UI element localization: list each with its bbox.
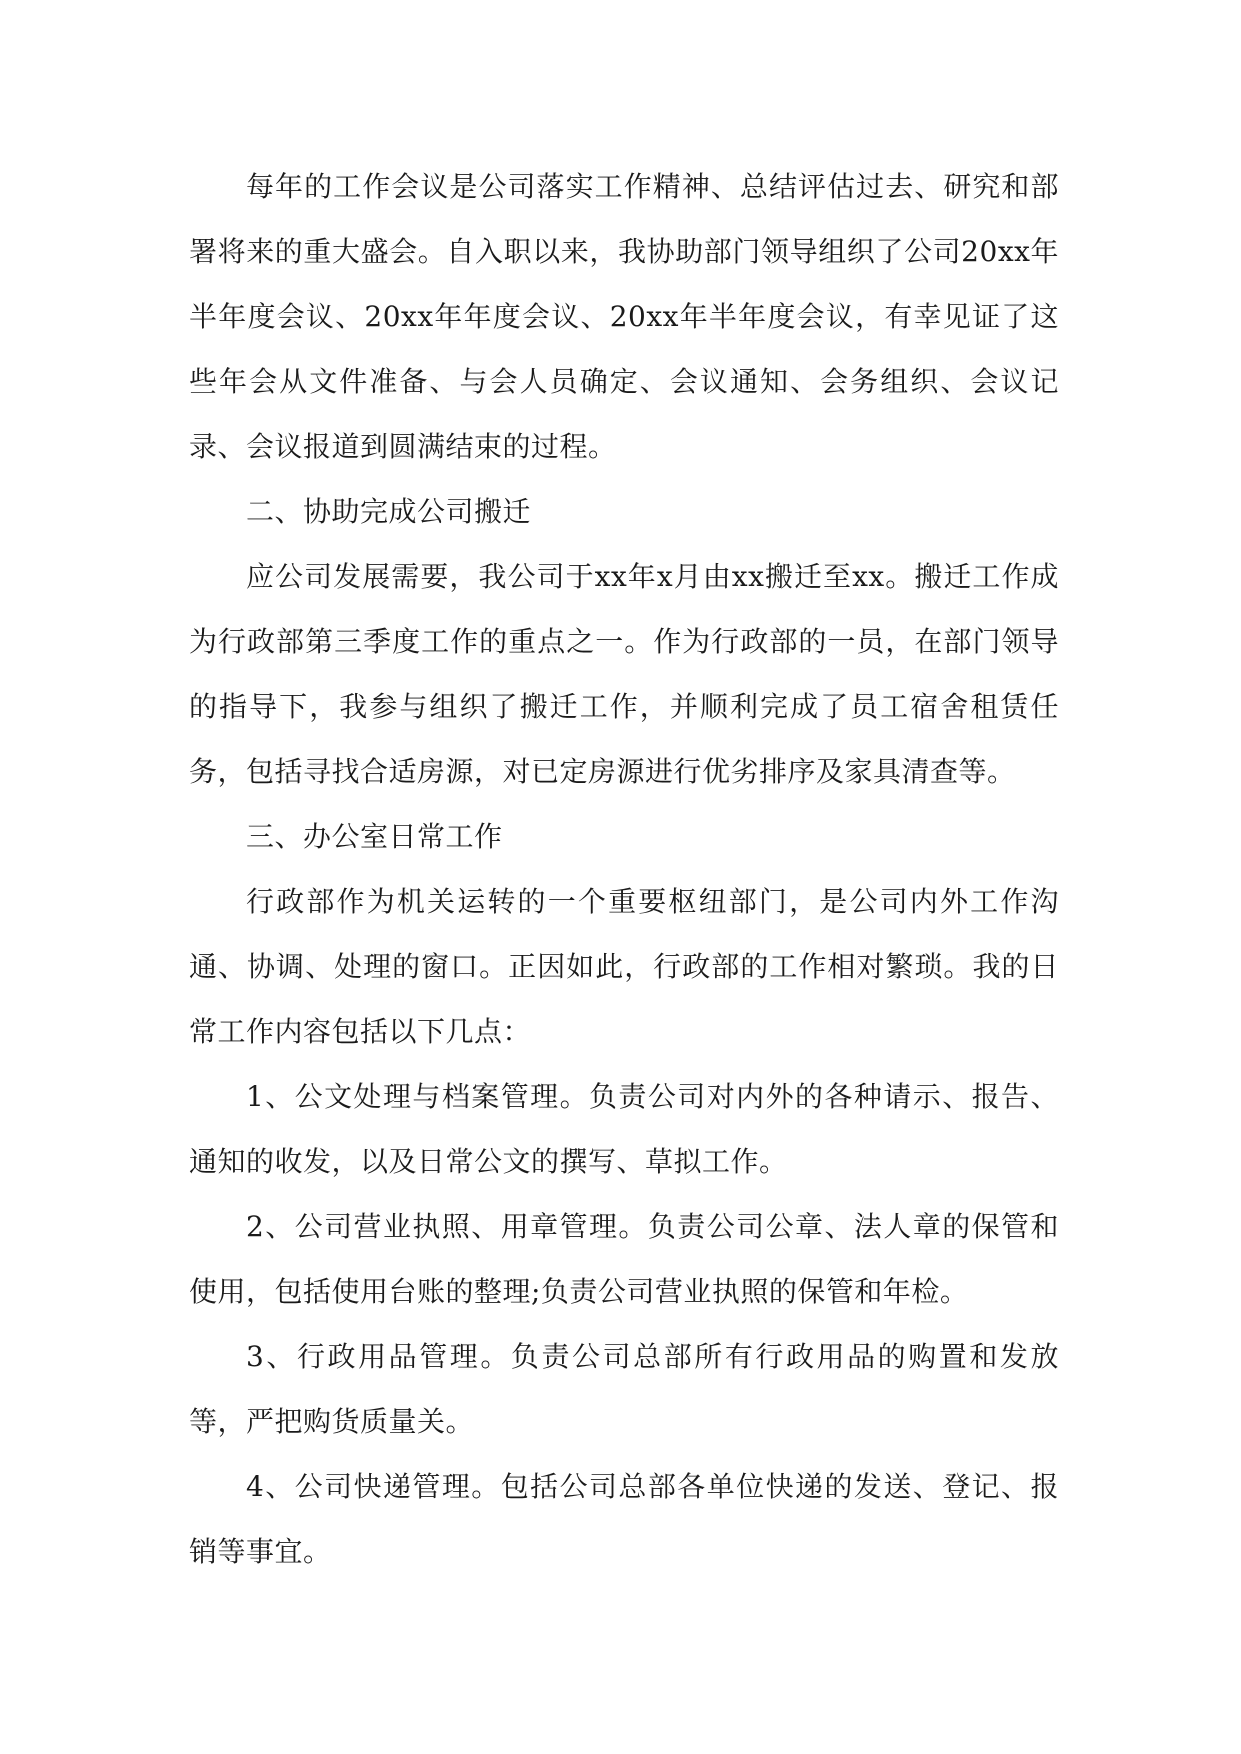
paragraph-office-relocation: 应公司发展需要，我公司于xx年x月由xx搬迁至xx。搬迁工作成为行政部第三季度工作的重点之一。作为行政部的一员，在部门领导的指导下，我参与组织了搬迁工作，并顺利完成了员工宿舍租赁任务，包括寻找合适房源，对已定房源进行优劣排序及家具清查等。	[189, 560, 1059, 788]
heading-daily-office-work: 三、办公室日常工作	[246, 820, 503, 853]
list-item-license-seal: 2、公司营业执照、用章管理。负责公司公章、法人章的保管和使用，包括使用台账的整理;负责公司营业执照的保管和年检。	[189, 1210, 1059, 1308]
list-item-document-archives: 1、公文处理与档案管理。负责公司对内外的各种请示、报告、通知的收发，以及日常公文的撰写、草拟工作。	[189, 1080, 1059, 1178]
list-item-office-supplies: 3、行政用品管理。负责公司总部所有行政用品的购置和发放等，严把购货质量关。	[189, 1340, 1059, 1438]
paragraph-annual-meetings: 每年的工作会议是公司落实工作精神、总结评估过去、研究和部署将来的重大盛会。自入职以来，我协助部门领导组织了公司20xx年半年度会议、20xx年年度会议、20xx年半年度会议，有幸见证了这些年会从文件准备、与会人员确定、会议通知、会务组织、会议记录、会议报道到圆满结束的过程。	[189, 170, 1059, 463]
document-body	[189, 154, 1059, 1584]
paragraph-daily-office-work: 行政部作为机关运转的一个重要枢纽部门，是公司内外工作沟通、协调、处理的窗口。正因如此，行政部的工作相对繁琐。我的日常工作内容包括以下几点：	[189, 885, 1059, 1048]
heading-office-relocation: 二、协助完成公司搬迁	[246, 495, 532, 528]
list-item-courier: 4、公司快递管理。包括公司总部各单位快递的发送、登记、报销等事宜。	[189, 1470, 1059, 1568]
